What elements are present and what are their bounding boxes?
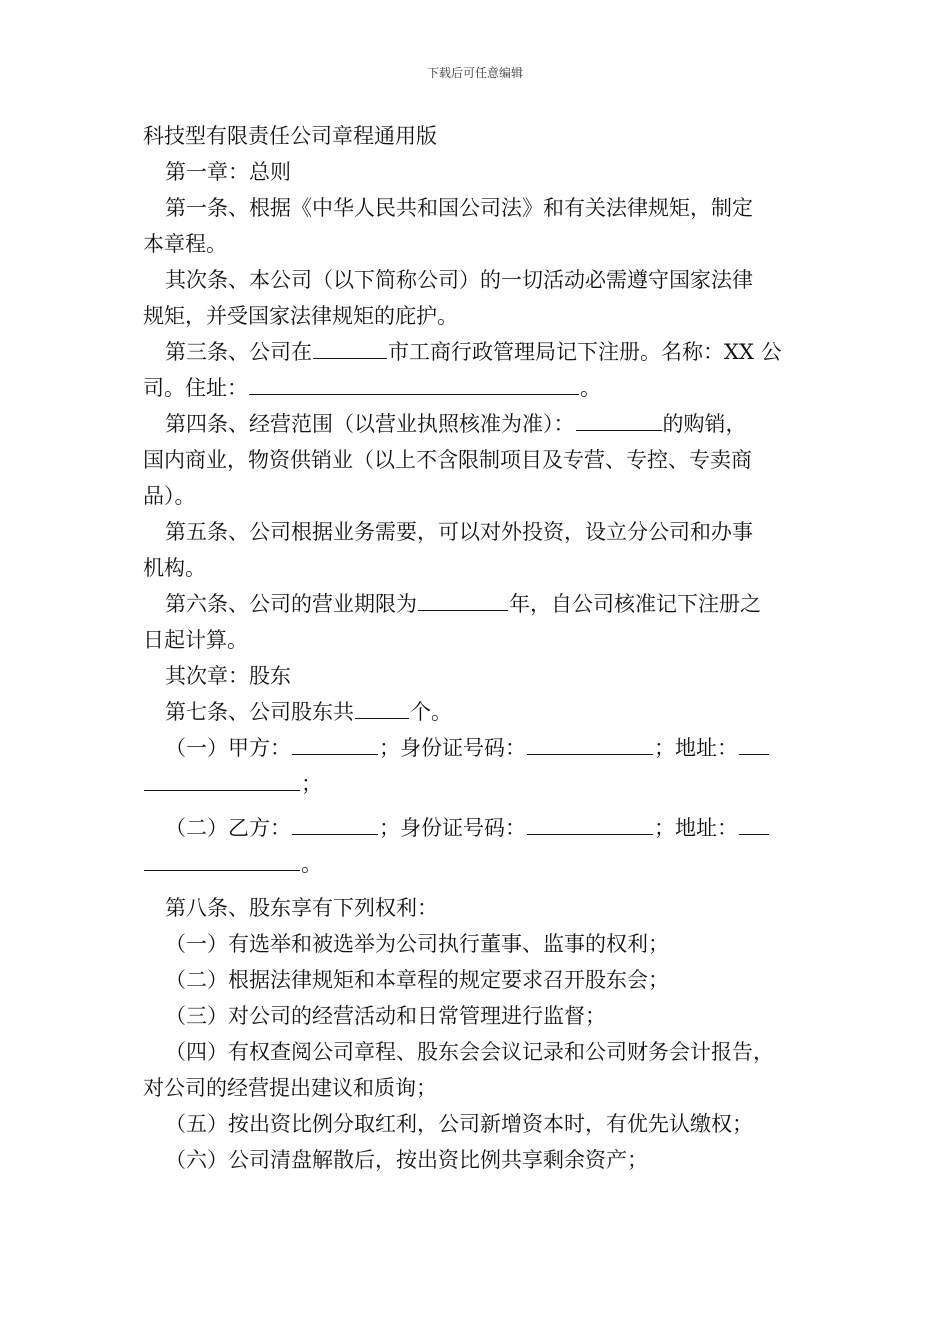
article-6-line-1 xyxy=(143,586,813,622)
article-5-line-1: 第五条、公司根据业务需要，可以对外投资，设立分公司和办事 xyxy=(165,520,753,544)
party-a-label: （一）甲方： xyxy=(165,736,291,760)
article-3-text-a: 第三条、公司在 xyxy=(165,340,312,364)
party-b-address-label: ；地址： xyxy=(654,816,738,840)
page-header: 下载后可任意编辑 xyxy=(426,66,523,80)
party-a-address-blank-cont[interactable] xyxy=(144,766,300,791)
chapter-2-heading: 其次章：股东 xyxy=(165,664,291,688)
article-3-line-2 xyxy=(143,370,813,406)
article-8-heading: 第八条、股东享有下列权利： xyxy=(165,896,438,920)
article-6-text-a: 第六条、公司的营业期限为 xyxy=(165,592,417,616)
article-2-line-2: 规矩，并受国家法律规矩的庇护。 xyxy=(143,304,458,328)
article-4-text-a: 第四条、经营范围（以营业执照核准为准）： xyxy=(165,412,575,436)
party-a-end: ； xyxy=(301,772,322,796)
right-4-line-1: （四）有权查阅公司章程、股东会会议记录和公司财务会计报告， xyxy=(165,1040,774,1064)
right-3: （三）对公司的经营活动和日常管理进行监督； xyxy=(165,1004,606,1028)
right-4-line-2: 对公司的经营提出建议和质询； xyxy=(143,1076,437,1100)
article-4-line-2: 国内商业，物资供销业（以上不含限制项目及专营、专控、专卖商 xyxy=(143,448,752,472)
party-a-id-label: ；身份证号码： xyxy=(379,736,526,760)
party-b-label: （二）乙方： xyxy=(165,816,291,840)
article-6-text-b: 年，自公司核准记下注册之 xyxy=(509,592,761,616)
shareholder-a-line-2 xyxy=(143,766,813,802)
address-label: 司。住址： xyxy=(143,376,248,400)
term-years-blank[interactable] xyxy=(418,586,508,611)
right-1: （一）有选举和被选举为公司执行董事、监事的权利； xyxy=(165,932,669,956)
article-7 xyxy=(143,694,813,730)
city-blank[interactable] xyxy=(313,334,387,359)
party-a-name-blank[interactable] xyxy=(292,730,378,755)
party-b-address-blank[interactable] xyxy=(739,810,769,835)
party-b-id-label: ；身份证号码： xyxy=(379,816,526,840)
business-scope-blank[interactable] xyxy=(576,406,662,431)
shareholder-count-blank[interactable] xyxy=(355,694,409,719)
address-blank[interactable] xyxy=(249,370,579,395)
article-3-line-1 xyxy=(143,334,813,370)
article-1-line-2: 本章程。 xyxy=(143,232,227,256)
right-2: （二）根据法律规矩和本章程的规定要求召开股东会； xyxy=(165,968,669,992)
article-4-text-b: 的购销， xyxy=(662,412,747,436)
article-7-text-b: 个。 xyxy=(410,700,452,724)
document-body xyxy=(143,118,813,1178)
article-6-line-2: 日起计算。 xyxy=(143,628,248,652)
article-7-text-a: 第七条、公司股东共 xyxy=(165,700,354,724)
party-a-id-blank[interactable] xyxy=(527,730,653,755)
document-title: 科技型有限责任公司章程通用版 xyxy=(143,124,437,148)
party-b-id-blank[interactable] xyxy=(527,810,653,835)
party-a-address-blank[interactable] xyxy=(739,730,769,755)
shareholder-b-line-2 xyxy=(143,846,813,882)
article-3-text-b: 市工商行政管理局记下注册。名称：XX 公 xyxy=(388,340,782,364)
article-2-line-1: 其次条、本公司（以下简称公司）的一切活动必需遵守国家法律 xyxy=(165,268,753,292)
right-5: （五）按出资比例分取红利，公司新增资本时，有优先认缴权； xyxy=(165,1112,753,1136)
party-a-address-label: ；地址： xyxy=(654,736,738,760)
shareholder-b-line-1 xyxy=(143,810,813,846)
party-b-address-blank-cont[interactable] xyxy=(144,846,300,871)
party-b-name-blank[interactable] xyxy=(292,810,378,835)
right-6: （六）公司清盘解散后，按出资比例共享剩余资产； xyxy=(165,1148,648,1172)
article-5-line-2: 机构。 xyxy=(143,556,206,580)
chapter-1-heading: 第一章：总则 xyxy=(165,160,291,184)
shareholder-a-line-1 xyxy=(143,730,813,766)
party-b-end: 。 xyxy=(301,852,322,876)
address-end: 。 xyxy=(580,376,601,400)
article-4-line-1 xyxy=(143,406,813,442)
article-1-line-1: 第一条、根据《中华人民共和国公司法》和有关法律规矩，制定 xyxy=(165,196,753,220)
article-4-line-3: 品）。 xyxy=(143,484,196,508)
